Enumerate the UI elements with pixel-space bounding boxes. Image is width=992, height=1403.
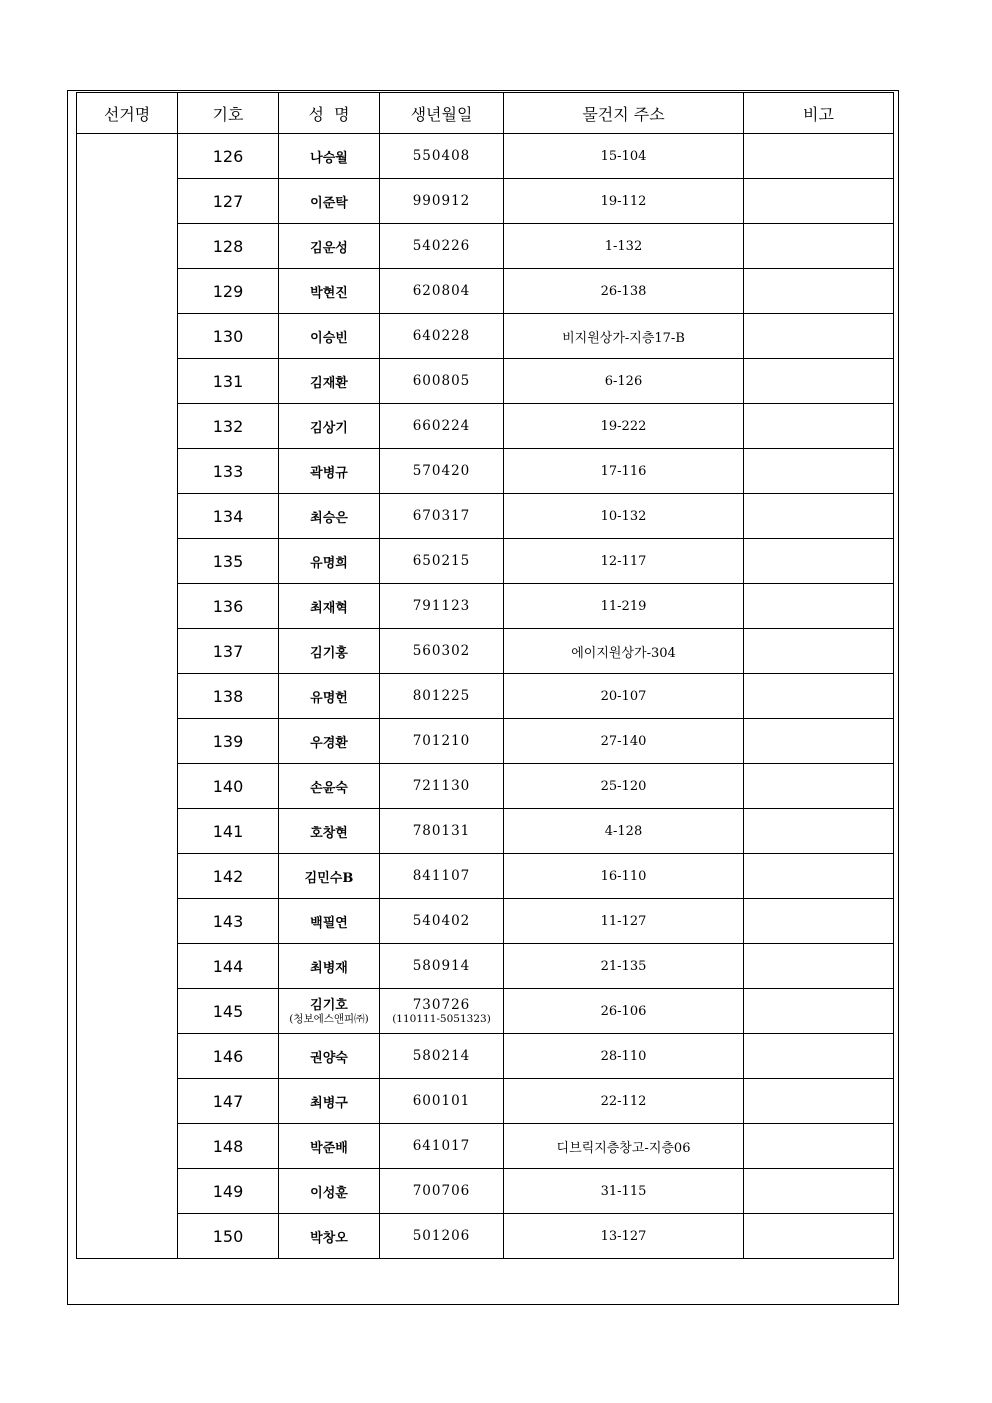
- name-text: 김기호: [310, 997, 348, 1013]
- name-cell: 이성훈: [279, 1169, 380, 1214]
- header-address: 물건지 주소: [504, 93, 744, 134]
- header-name: 성 명: [279, 93, 380, 134]
- table-row: [77, 539, 894, 584]
- birth-cell: 801225: [380, 674, 504, 719]
- remark-cell: [744, 314, 894, 359]
- remark-cell: [744, 629, 894, 674]
- birth-cell: 641017: [380, 1124, 504, 1169]
- name-cell: 호창현: [279, 809, 380, 854]
- table-row: [77, 809, 894, 854]
- remark-cell: [744, 494, 894, 539]
- name-cell: 박창오: [279, 1214, 380, 1259]
- birth-cell: 540226: [380, 224, 504, 269]
- table-row: [77, 314, 894, 359]
- address-cell: 26-106: [504, 989, 744, 1034]
- name-cell: 김운성: [279, 224, 380, 269]
- number-cell: 143: [178, 899, 279, 944]
- remark-cell: [744, 449, 894, 494]
- table-row: [77, 1079, 894, 1124]
- number-cell: 138: [178, 674, 279, 719]
- number-cell: 135: [178, 539, 279, 584]
- remark-cell: [744, 854, 894, 899]
- address-cell: 비지원상가-지층17-B: [504, 314, 744, 359]
- header-election: 선거명: [77, 93, 178, 134]
- number-cell: 129: [178, 269, 279, 314]
- table-row: [77, 1169, 894, 1214]
- birth-cell: 721130: [380, 764, 504, 809]
- birth-cell: 540402: [380, 899, 504, 944]
- number-cell: 148: [178, 1124, 279, 1169]
- remark-cell: [744, 179, 894, 224]
- name-cell: 김상기: [279, 404, 380, 449]
- remark-cell: [744, 224, 894, 269]
- election-name-cell: [77, 134, 178, 1259]
- birth-cell: 700706: [380, 1169, 504, 1214]
- name-cell: 이준탁: [279, 179, 380, 224]
- number-cell: 149: [178, 1169, 279, 1214]
- candidate-table: [76, 92, 894, 1259]
- birth-cell: 650215: [380, 539, 504, 584]
- address-cell: 16-110: [504, 854, 744, 899]
- number-cell: 130: [178, 314, 279, 359]
- address-cell: 21-135: [504, 944, 744, 989]
- birth-cell: 570420: [380, 449, 504, 494]
- name-cell: 이승빈: [279, 314, 380, 359]
- name-cell: 김재환: [279, 359, 380, 404]
- name-cell: 최병구: [279, 1079, 380, 1124]
- address-cell: 13-127: [504, 1214, 744, 1259]
- address-cell: 31-115: [504, 1169, 744, 1214]
- number-cell: 134: [178, 494, 279, 539]
- remark-cell: [744, 269, 894, 314]
- name-cell: 유명희: [279, 539, 380, 584]
- table-row: [77, 719, 894, 764]
- number-cell: 128: [178, 224, 279, 269]
- number-cell: 150: [178, 1214, 279, 1259]
- address-cell: 4-128: [504, 809, 744, 854]
- remark-cell: [744, 1124, 894, 1169]
- remark-cell: [744, 989, 894, 1034]
- name-cell: 우경환: [279, 719, 380, 764]
- name-cell: 박현진: [279, 269, 380, 314]
- birth-cell: 600805: [380, 359, 504, 404]
- birth-cell: 990912: [380, 179, 504, 224]
- birth-subtext: (110111-5051323): [392, 1012, 491, 1025]
- remark-cell: [744, 944, 894, 989]
- table-row: [77, 989, 894, 1034]
- number-cell: 133: [178, 449, 279, 494]
- address-cell: 19-222: [504, 404, 744, 449]
- remark-cell: [744, 134, 894, 179]
- address-cell: 6-126: [504, 359, 744, 404]
- header-row: [77, 93, 894, 134]
- remark-cell: [744, 674, 894, 719]
- birth-cell: 550408: [380, 134, 504, 179]
- number-cell: 137: [178, 629, 279, 674]
- remark-cell: [744, 1169, 894, 1214]
- remark-cell: [744, 584, 894, 629]
- birth-cell: 791123: [380, 584, 504, 629]
- birth-cell: 780131: [380, 809, 504, 854]
- address-cell: 15-104: [504, 134, 744, 179]
- address-cell: 12-117: [504, 539, 744, 584]
- table-row: [77, 584, 894, 629]
- remark-cell: [744, 719, 894, 764]
- table-row: [77, 899, 894, 944]
- table-row: [77, 224, 894, 269]
- address-cell: 22-112: [504, 1079, 744, 1124]
- header-birth: 생년월일: [380, 93, 504, 134]
- table-row: [77, 674, 894, 719]
- birth-cell: 660224: [380, 404, 504, 449]
- name-cell: 최재혁: [279, 584, 380, 629]
- birth-cell: 841107: [380, 854, 504, 899]
- remark-cell: [744, 1079, 894, 1124]
- name-cell: 김민수B: [279, 854, 380, 899]
- header-remark: 비고: [744, 93, 894, 134]
- table-row: [77, 944, 894, 989]
- birth-cell: 501206: [380, 1214, 504, 1259]
- address-cell: 19-112: [504, 179, 744, 224]
- birth-cell: [380, 989, 504, 1034]
- name-cell: 백필연: [279, 899, 380, 944]
- table-row: [77, 1124, 894, 1169]
- name-cell: 손윤숙: [279, 764, 380, 809]
- table-row: [77, 449, 894, 494]
- address-cell: 10-132: [504, 494, 744, 539]
- address-cell: 20-107: [504, 674, 744, 719]
- number-cell: 141: [178, 809, 279, 854]
- number-cell: 142: [178, 854, 279, 899]
- table-row: [77, 269, 894, 314]
- name-cell: 나승월: [279, 134, 380, 179]
- number-cell: 139: [178, 719, 279, 764]
- address-cell: 디브릭지층창고-지층06: [504, 1124, 744, 1169]
- birth-cell: 620804: [380, 269, 504, 314]
- name-cell: 권양숙: [279, 1034, 380, 1079]
- remark-cell: [744, 539, 894, 584]
- name-cell: 김기홍: [279, 629, 380, 674]
- table-row: [77, 629, 894, 674]
- table-row: [77, 1034, 894, 1079]
- table-row: [77, 494, 894, 539]
- name-cell: 박준배: [279, 1124, 380, 1169]
- table-row: [77, 179, 894, 224]
- address-cell: 26-138: [504, 269, 744, 314]
- remark-cell: [744, 1214, 894, 1259]
- number-cell: 145: [178, 989, 279, 1034]
- address-cell: 1-132: [504, 224, 744, 269]
- table-row: [77, 764, 894, 809]
- number-cell: 127: [178, 179, 279, 224]
- remark-cell: [744, 1034, 894, 1079]
- remark-cell: [744, 404, 894, 449]
- birth-cell: 640228: [380, 314, 504, 359]
- birth-cell: 560302: [380, 629, 504, 674]
- remark-cell: [744, 809, 894, 854]
- name-subtext: (청보에스앤피㈜): [289, 1012, 369, 1025]
- name-cell: 최승은: [279, 494, 380, 539]
- number-cell: 131: [178, 359, 279, 404]
- name-cell: 유명헌: [279, 674, 380, 719]
- address-cell: 28-110: [504, 1034, 744, 1079]
- table-row: [77, 1214, 894, 1259]
- remark-cell: [744, 764, 894, 809]
- number-cell: 136: [178, 584, 279, 629]
- number-cell: 147: [178, 1079, 279, 1124]
- name-cell: 곽병규: [279, 449, 380, 494]
- number-cell: 146: [178, 1034, 279, 1079]
- remark-cell: [744, 359, 894, 404]
- remark-cell: [744, 899, 894, 944]
- birth-cell: 580914: [380, 944, 504, 989]
- name-cell: 최병재: [279, 944, 380, 989]
- address-cell: 에이지원상가-304: [504, 629, 744, 674]
- number-cell: 144: [178, 944, 279, 989]
- table-row: [77, 854, 894, 899]
- address-cell: 11-219: [504, 584, 744, 629]
- table-row: [77, 404, 894, 449]
- name-cell: [279, 989, 380, 1034]
- address-cell: 11-127: [504, 899, 744, 944]
- number-cell: 126: [178, 134, 279, 179]
- address-cell: 17-116: [504, 449, 744, 494]
- birth-text: 730726: [412, 996, 471, 1013]
- address-cell: 25-120: [504, 764, 744, 809]
- birth-cell: 580214: [380, 1034, 504, 1079]
- table-row: [77, 134, 894, 179]
- address-cell: 27-140: [504, 719, 744, 764]
- number-cell: 140: [178, 764, 279, 809]
- birth-cell: 670317: [380, 494, 504, 539]
- birth-cell: 701210: [380, 719, 504, 764]
- birth-cell: 600101: [380, 1079, 504, 1124]
- header-number: 기호: [178, 93, 279, 134]
- number-cell: 132: [178, 404, 279, 449]
- table-row: [77, 359, 894, 404]
